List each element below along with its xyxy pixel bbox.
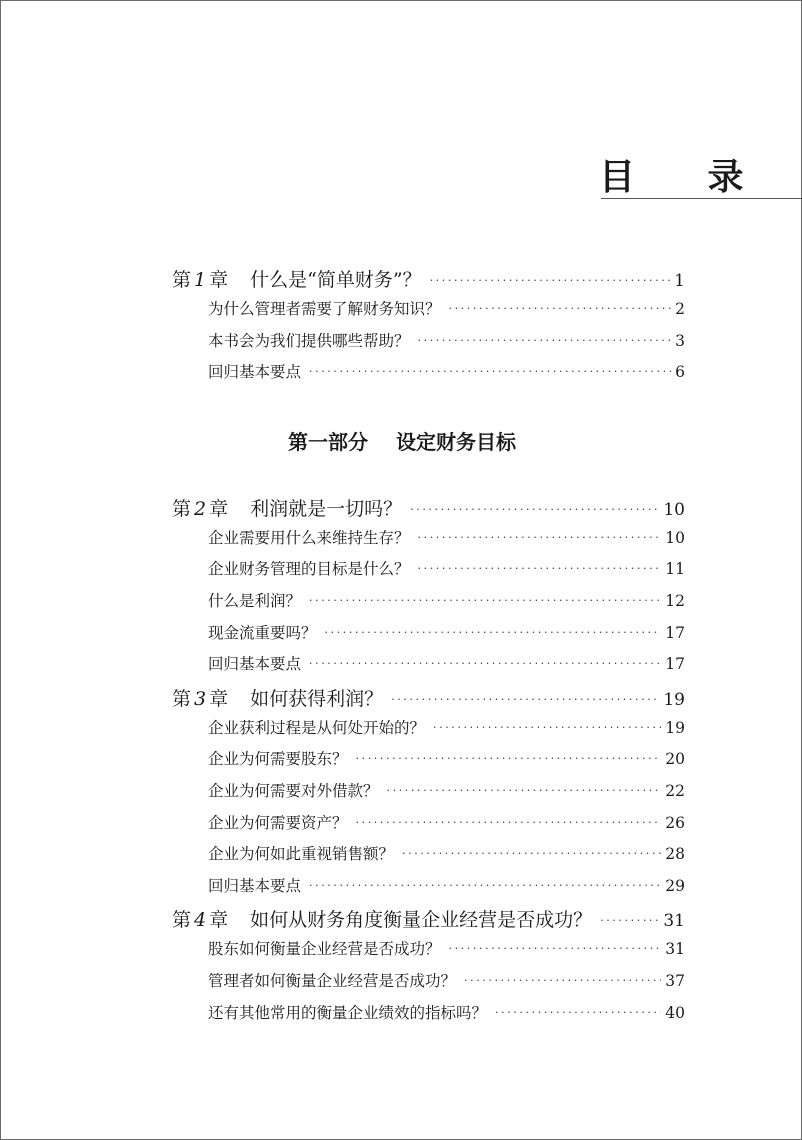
chapter-prefix: 第 [172,269,192,291]
toc-entry-row[interactable] [208,747,685,769]
page-number: 17 [665,655,685,674]
page-number: 11 [665,560,685,579]
toc-entry-row[interactable] [208,874,685,896]
entry-title: 股东如何衡量企业经营是否成功？ [208,940,441,959]
chapter-suffix: 章 [209,909,229,932]
dot-leader [418,334,671,347]
dot-leader [325,626,662,639]
page-number: 2 [675,300,685,318]
toc-entry-row[interactable] [208,621,685,643]
entry-title: 企业财务管理的目标是什么？ [208,560,410,579]
toc-chapter-row[interactable] [172,684,685,711]
dot-leader [433,721,661,734]
toc-entry-row[interactable] [208,842,685,864]
page-number: 10 [665,528,685,547]
entry-title: 企业为何需要资产？ [208,813,348,832]
toc-entry-row[interactable] [208,526,685,548]
dot-leader [309,594,661,607]
toc-chapter-row[interactable] [172,265,685,292]
chapter-title: 如何获得利润？ [250,687,384,710]
page-number: 1 [674,271,685,291]
dot-leader [402,847,661,860]
toc-entry-row[interactable] [208,360,685,382]
entry-title: 企业为何需要对外借款？ [208,782,379,800]
page-number: 19 [663,689,685,710]
toc-entry-row[interactable] [208,652,685,674]
entry-title: 现金流重要吗？ [208,623,317,642]
entry-title: 回归基本要点 [208,655,302,674]
entry-title: 管理者如何衡量企业经营是否成功？ [208,972,457,990]
chapter-number: 4 [194,909,207,932]
part-label: 第一部分 [288,429,368,454]
entry-title: 企业为何如此重视销售额？ [208,845,395,864]
chapter-title: 如何从财务角度衡量企业经营是否成功？ [250,909,593,932]
dot-leader [356,816,662,829]
dot-leader [464,974,661,987]
title-rule [601,198,802,199]
toc-entry-row[interactable] [208,811,685,833]
chapter-suffix: 章 [209,497,229,520]
dot-leader [430,274,671,287]
page-number: 28 [665,845,685,864]
page-number: 3 [675,331,685,350]
page-number: 17 [665,623,685,642]
page-number: 22 [665,782,685,800]
toc-title: 目 录 [599,156,774,198]
toc-entry-row[interactable] [208,937,685,959]
chapter-suffix: 章 [209,269,229,291]
toc-entry-row[interactable] [208,716,685,738]
dot-leader [418,562,662,575]
dot-leader [309,879,661,892]
toc-entry-row[interactable] [208,589,685,611]
part-title: 设定财务目标 [396,429,516,454]
page-number: 31 [665,940,685,959]
page-number: 6 [675,363,685,382]
chapter-title: 利润就是一切吗？ [250,497,403,520]
chapter-prefix: 第 [172,497,192,520]
chapter-prefix: 第 [172,687,192,710]
chapter-number: 2 [194,497,207,520]
dot-leader [309,365,671,378]
dot-leader [449,302,671,315]
toc-chapter-row[interactable] [172,905,685,932]
page-number: 40 [665,1003,685,1022]
toc-entry-row[interactable] [208,297,685,319]
chapter-prefix: 第 [172,909,192,932]
dot-leader [387,784,662,797]
dot-leader [600,914,659,927]
entry-title: 还有其他常用的衡量企业绩效的指标吗？ [208,1003,488,1022]
entry-title: 企业获利过程是从何处开始的？ [208,718,426,737]
toc-entry-row[interactable] [208,329,685,351]
toc-chapter-row[interactable] [172,494,685,521]
page-number: 19 [665,718,685,737]
page-number: 20 [665,750,685,769]
page-number: 29 [665,876,685,895]
toc-entry-row[interactable] [208,557,685,579]
entry-title: 回归基本要点 [208,363,302,382]
dot-leader [418,531,662,544]
entry-title: 什么是利润？ [208,592,302,610]
part-heading [1,426,802,455]
toc-entry-row[interactable] [208,779,685,801]
chapter-suffix: 章 [209,687,229,710]
chapter-title: 什么是“简单财务”？ [250,269,422,291]
dot-leader [449,942,662,955]
chapter-number: 1 [194,269,207,291]
entry-title: 回归基本要点 [208,876,302,895]
dot-leader [391,693,659,706]
dot-leader [356,752,662,765]
entry-title: 企业需要用什么来维持生存？ [208,528,410,547]
dot-leader [410,503,659,516]
entry-title: 本书会为我们提供哪些帮助？ [208,331,410,350]
page-number: 31 [663,911,685,932]
chapter-number: 3 [194,687,207,710]
entry-title: 为什么管理者需要了解财务知识？ [208,300,441,318]
entry-title: 企业为何需要股东？ [208,750,348,769]
dot-leader [309,657,661,670]
page-number: 26 [665,813,685,832]
toc-entry-row[interactable] [208,969,685,991]
page-number: 10 [663,499,685,520]
toc-entry-row[interactable] [208,1001,685,1023]
dot-leader [495,1006,661,1019]
page-number: 12 [665,592,685,610]
page-number: 37 [665,972,685,990]
